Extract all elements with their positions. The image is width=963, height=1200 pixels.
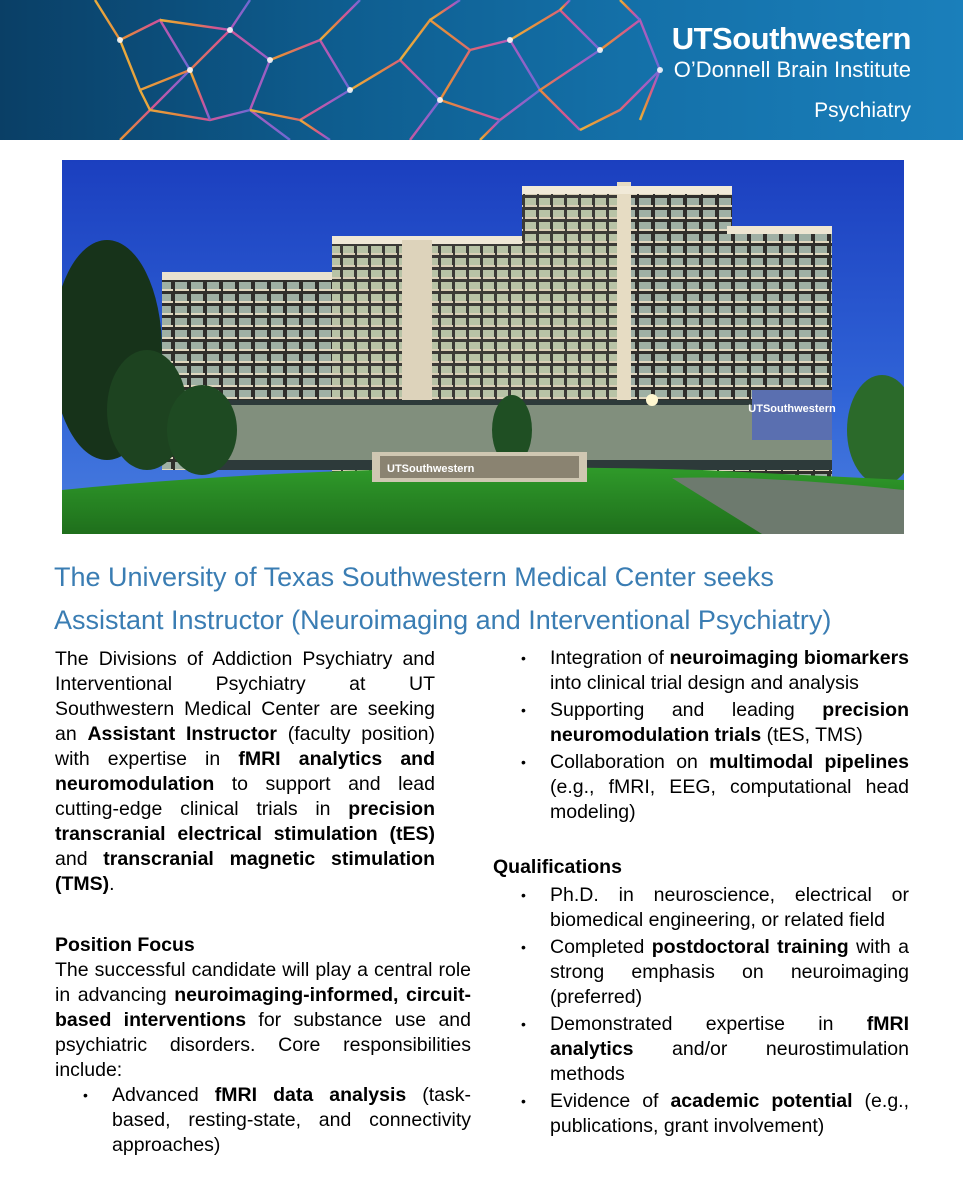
item-bold: fMRI analytics: [550, 1013, 909, 1060]
bullet-icon: •: [521, 754, 526, 770]
intro-bold-4: transcranial magnetic stimulation (TMS): [55, 848, 435, 895]
item-text-post: (e.g., publications, grant involvement): [550, 1090, 909, 1137]
item-bold: academic potential: [670, 1090, 853, 1112]
building-sign: UTSouthwestern: [748, 403, 836, 415]
focus-list: [55, 1083, 471, 1158]
intro-bold-3: precision transcranial electrical stimulation (tES): [55, 798, 435, 845]
bullet-icon: •: [521, 1016, 526, 1032]
list-item: [493, 883, 909, 933]
item-text-post: (tES, TMS): [761, 724, 863, 746]
intro-text-2: (faculty position) with expertise in: [55, 723, 436, 770]
list-item: [493, 698, 909, 748]
department-name: Psychiatry: [814, 99, 911, 122]
intro-bold-1: Assistant Instructor: [87, 723, 277, 745]
intro-text: [55, 647, 435, 897]
bullet-icon: •: [521, 650, 526, 666]
intro-bold-2: fMRI analytics and neuromodulation: [55, 748, 435, 795]
intro-text-4: and: [55, 848, 104, 870]
bullet-icon: •: [521, 939, 526, 955]
item-text-post: (e.g., fMRI, EEG, computational head modeling): [550, 776, 909, 823]
item-text: Supporting and leading: [550, 699, 823, 721]
brand-logo: UTSouthwestern: [671, 21, 911, 56]
headline: [54, 556, 954, 642]
intro-text-3: to support and lead cutting-edge clinical trials in: [55, 773, 435, 820]
item-bold: precision neuromodulation trials: [550, 699, 909, 746]
item-text: Integration of: [550, 647, 670, 669]
bullet-icon: •: [521, 887, 526, 903]
item-text: Ph.D. in neuroscience, electrical or biomedical engineering, or related field: [550, 884, 909, 931]
qualifications-section: [493, 855, 909, 1139]
list-item: [493, 750, 909, 825]
focus-bold-1: neuroimaging-informed, circuit-based interventions: [55, 984, 471, 1031]
bullet-icon: •: [83, 1087, 88, 1103]
hospital-building-illustration: [62, 160, 904, 534]
list-item: [493, 646, 909, 696]
institute-name: O’Donnell Brain Institute: [673, 57, 911, 82]
item-text: Completed: [550, 936, 652, 958]
item-bold: fMRI data analysis: [214, 1084, 407, 1106]
item-text: Advanced: [112, 1084, 215, 1106]
intro-text-1: The Divisions of Addiction Psychiatry and Interventional Psychiatry at UT Southwestern Medical Center are seeking an: [55, 648, 435, 745]
position-focus-text: [55, 958, 471, 1083]
responsibilities-list: [493, 646, 909, 825]
item-bold: postdoctoral training: [651, 936, 849, 958]
item-text-post: (task-based, resting-state, and connectivity approaches): [112, 1084, 472, 1156]
list-item: [493, 1012, 909, 1087]
list-item: [493, 1089, 909, 1139]
item-text: Demonstrated expertise in: [550, 1013, 867, 1035]
item-bold: multimodal pipelines: [709, 751, 909, 773]
headline-line-2: Assistant Instructor (Neuroimaging and Interventional Psychiatry): [54, 605, 832, 635]
item-text: Collaboration on: [550, 751, 710, 773]
list-item: [55, 1083, 471, 1158]
bullet-icon: •: [521, 702, 526, 718]
list-item: [493, 935, 909, 1010]
hospital-photo: [62, 160, 904, 534]
item-text-post: into clinical trial design and analysis: [550, 672, 859, 694]
position-focus-heading: Position Focus: [55, 934, 195, 956]
item-text-post: and/or neurostimulation methods: [550, 1038, 909, 1085]
brand-block: [672, 22, 911, 124]
headline-line-1: The University of Texas Southwestern Medical Center seeks: [54, 562, 774, 592]
item-text: Evidence of: [550, 1090, 671, 1112]
position-focus-section: [55, 933, 471, 1160]
qualifications-heading: Qualifications: [493, 856, 622, 878]
monument-sign: UTSouthwestern: [387, 463, 475, 475]
bullet-icon: •: [521, 1093, 526, 1109]
header-banner: [0, 0, 963, 140]
item-bold: neuroimaging biomarkers: [669, 647, 910, 669]
focus-text-2: for substance use and psychiatric disorders. Core responsibilities include:: [55, 1009, 471, 1081]
right-column: [493, 646, 909, 1141]
intro-paragraph: [55, 647, 435, 897]
qualifications-list: [493, 883, 909, 1139]
item-text-post: with a strong emphasis on neuroimaging (preferred): [550, 936, 910, 1008]
focus-text-1: The successful candidate will play a central role in advancing: [55, 959, 471, 1006]
intro-text-5: .: [109, 873, 115, 895]
